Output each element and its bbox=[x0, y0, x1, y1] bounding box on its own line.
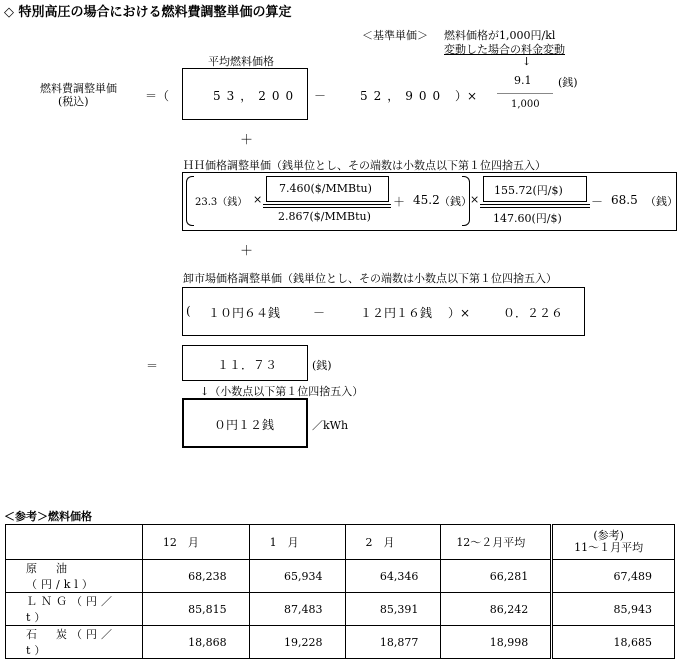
header-avg: 12～２月平均 bbox=[441, 525, 552, 560]
hh-add-value: 45.2 bbox=[413, 193, 440, 207]
base-price-line1: 燃料価格が1,000円/kl bbox=[444, 29, 556, 42]
header-ref-period: 11～１月平均 bbox=[574, 541, 644, 554]
cell: 87,483 bbox=[249, 593, 345, 626]
hh-numerator-1: 7.460($/MMBtu) bbox=[279, 182, 372, 195]
result-unit: (銭) bbox=[312, 359, 332, 372]
fuel-price-table bbox=[5, 524, 675, 659]
plus-sign: ＋ bbox=[240, 133, 254, 148]
row-label: ＬＮＧ（円／t） bbox=[6, 593, 143, 626]
wholesale-factor: ０．２２６ bbox=[503, 306, 564, 320]
times-sign: × bbox=[470, 193, 480, 206]
base-price-label: ＜基準単価＞ bbox=[362, 29, 428, 42]
rounding-note: ↓（小数点以下第１位四捨五入） bbox=[200, 385, 364, 398]
cell: 64,346 bbox=[345, 560, 441, 593]
hh-numerator-2: 155.72(円/$) bbox=[494, 184, 563, 197]
close-times: ）× bbox=[455, 89, 478, 103]
base-price-denominator: 1,000 bbox=[511, 99, 540, 110]
table-row bbox=[6, 593, 675, 626]
row-label: 石 炭（円／t） bbox=[6, 626, 143, 659]
avg-fuel-price-label: 平均燃料価格 bbox=[208, 55, 274, 68]
cell: 67,489 bbox=[552, 560, 675, 593]
minus-sign: － bbox=[591, 195, 604, 209]
base-price-unit: (銭) bbox=[558, 76, 578, 89]
hh-sub-value: 68.5 bbox=[611, 193, 638, 207]
hh-coef: 23.3（銭） bbox=[195, 197, 248, 208]
open-paren: ( bbox=[186, 304, 191, 318]
plus-sign: ＋ bbox=[240, 244, 254, 259]
table-header-row bbox=[6, 525, 675, 560]
wholesale-label: 卸市場価格調整単価（銭単位とし、その端数は小数点以下第１位四捨五入） bbox=[183, 272, 557, 285]
table-row bbox=[6, 626, 675, 659]
base-price-numerator: 9.1 bbox=[514, 74, 532, 87]
cell: 85,391 bbox=[345, 593, 441, 626]
page-title: ◇ 特別高圧の場合における燃料費調整単価の算定 bbox=[4, 5, 292, 20]
close-times: ）× bbox=[448, 306, 471, 320]
wholesale-value-2: １２円１６銭 bbox=[360, 306, 433, 320]
fuel-adjust-unit-label: 燃料費調整単価 bbox=[40, 82, 117, 95]
hh-sub-unit: （銭） bbox=[645, 195, 678, 208]
cell: 68,238 bbox=[142, 560, 249, 593]
final-value: ０円１２銭 bbox=[214, 418, 275, 432]
cell: 18,998 bbox=[441, 626, 552, 659]
hh-formula-box bbox=[182, 172, 677, 231]
cell: 66,281 bbox=[441, 560, 552, 593]
avg-fuel-price-value: 53，200 bbox=[213, 89, 300, 103]
cell: 18,868 bbox=[142, 626, 249, 659]
cell: 86,242 bbox=[441, 593, 552, 626]
left-paren bbox=[186, 176, 194, 226]
header-feb: 2 月 bbox=[345, 525, 441, 560]
cell: 85,943 bbox=[552, 593, 675, 626]
wholesale-value-1: １０円６４銭 bbox=[208, 306, 281, 320]
hh-numerator-box bbox=[483, 176, 587, 202]
final-unit: ／kWh bbox=[312, 419, 349, 432]
cell: 65,934 bbox=[249, 560, 345, 593]
times-sign: × bbox=[253, 193, 263, 206]
table-row bbox=[6, 560, 675, 593]
wholesale-formula-box bbox=[182, 287, 585, 336]
equals-sign: ＝ bbox=[146, 359, 159, 373]
minus-sign: － bbox=[314, 89, 327, 103]
reference-heading: ＜参考＞燃料価格 bbox=[4, 510, 92, 523]
cell: 18,877 bbox=[345, 626, 441, 659]
result-box bbox=[182, 345, 308, 381]
down-arrow-icon: ↓ bbox=[522, 55, 532, 68]
row-label: 原 油（円/kl） bbox=[6, 560, 143, 593]
plus-sign: ＋ bbox=[393, 195, 406, 209]
hh-numerator-box bbox=[266, 176, 389, 202]
hh-denominator-2: 147.60(円/$) bbox=[493, 212, 562, 225]
header-ref-avg bbox=[552, 525, 675, 560]
header-dec: 12 月 bbox=[142, 525, 249, 560]
base-price-line2: 変動した場合の料金変動 bbox=[444, 43, 565, 56]
hh-denominator-1: 2.867($/MMBtu) bbox=[278, 210, 371, 223]
cell: 19,228 bbox=[249, 626, 345, 659]
result-value: １１．７３ bbox=[217, 358, 278, 372]
avg-fuel-price-box bbox=[182, 68, 308, 120]
fraction-line bbox=[480, 204, 590, 208]
header-blank bbox=[6, 525, 143, 560]
minus-sign: － bbox=[313, 306, 326, 320]
hh-label: ＨＨ価格調整単価（銭単位とし、その端数は小数点以下第１位四捨五入） bbox=[183, 159, 546, 172]
equals-open-paren: ＝（ bbox=[145, 89, 170, 103]
fraction-line bbox=[497, 93, 553, 94]
hh-add-unit: （銭） bbox=[439, 195, 472, 208]
cell: 18,685 bbox=[552, 626, 675, 659]
tax-included-label: (税込) bbox=[58, 95, 89, 108]
right-paren bbox=[462, 176, 470, 226]
header-ref-label: (参考) bbox=[593, 529, 624, 542]
final-value-box bbox=[182, 398, 308, 448]
cell: 85,815 bbox=[142, 593, 249, 626]
fraction-line bbox=[263, 204, 391, 208]
base-fuel-price-value: 52，900 bbox=[360, 89, 447, 103]
header-jan: 1 月 bbox=[249, 525, 345, 560]
